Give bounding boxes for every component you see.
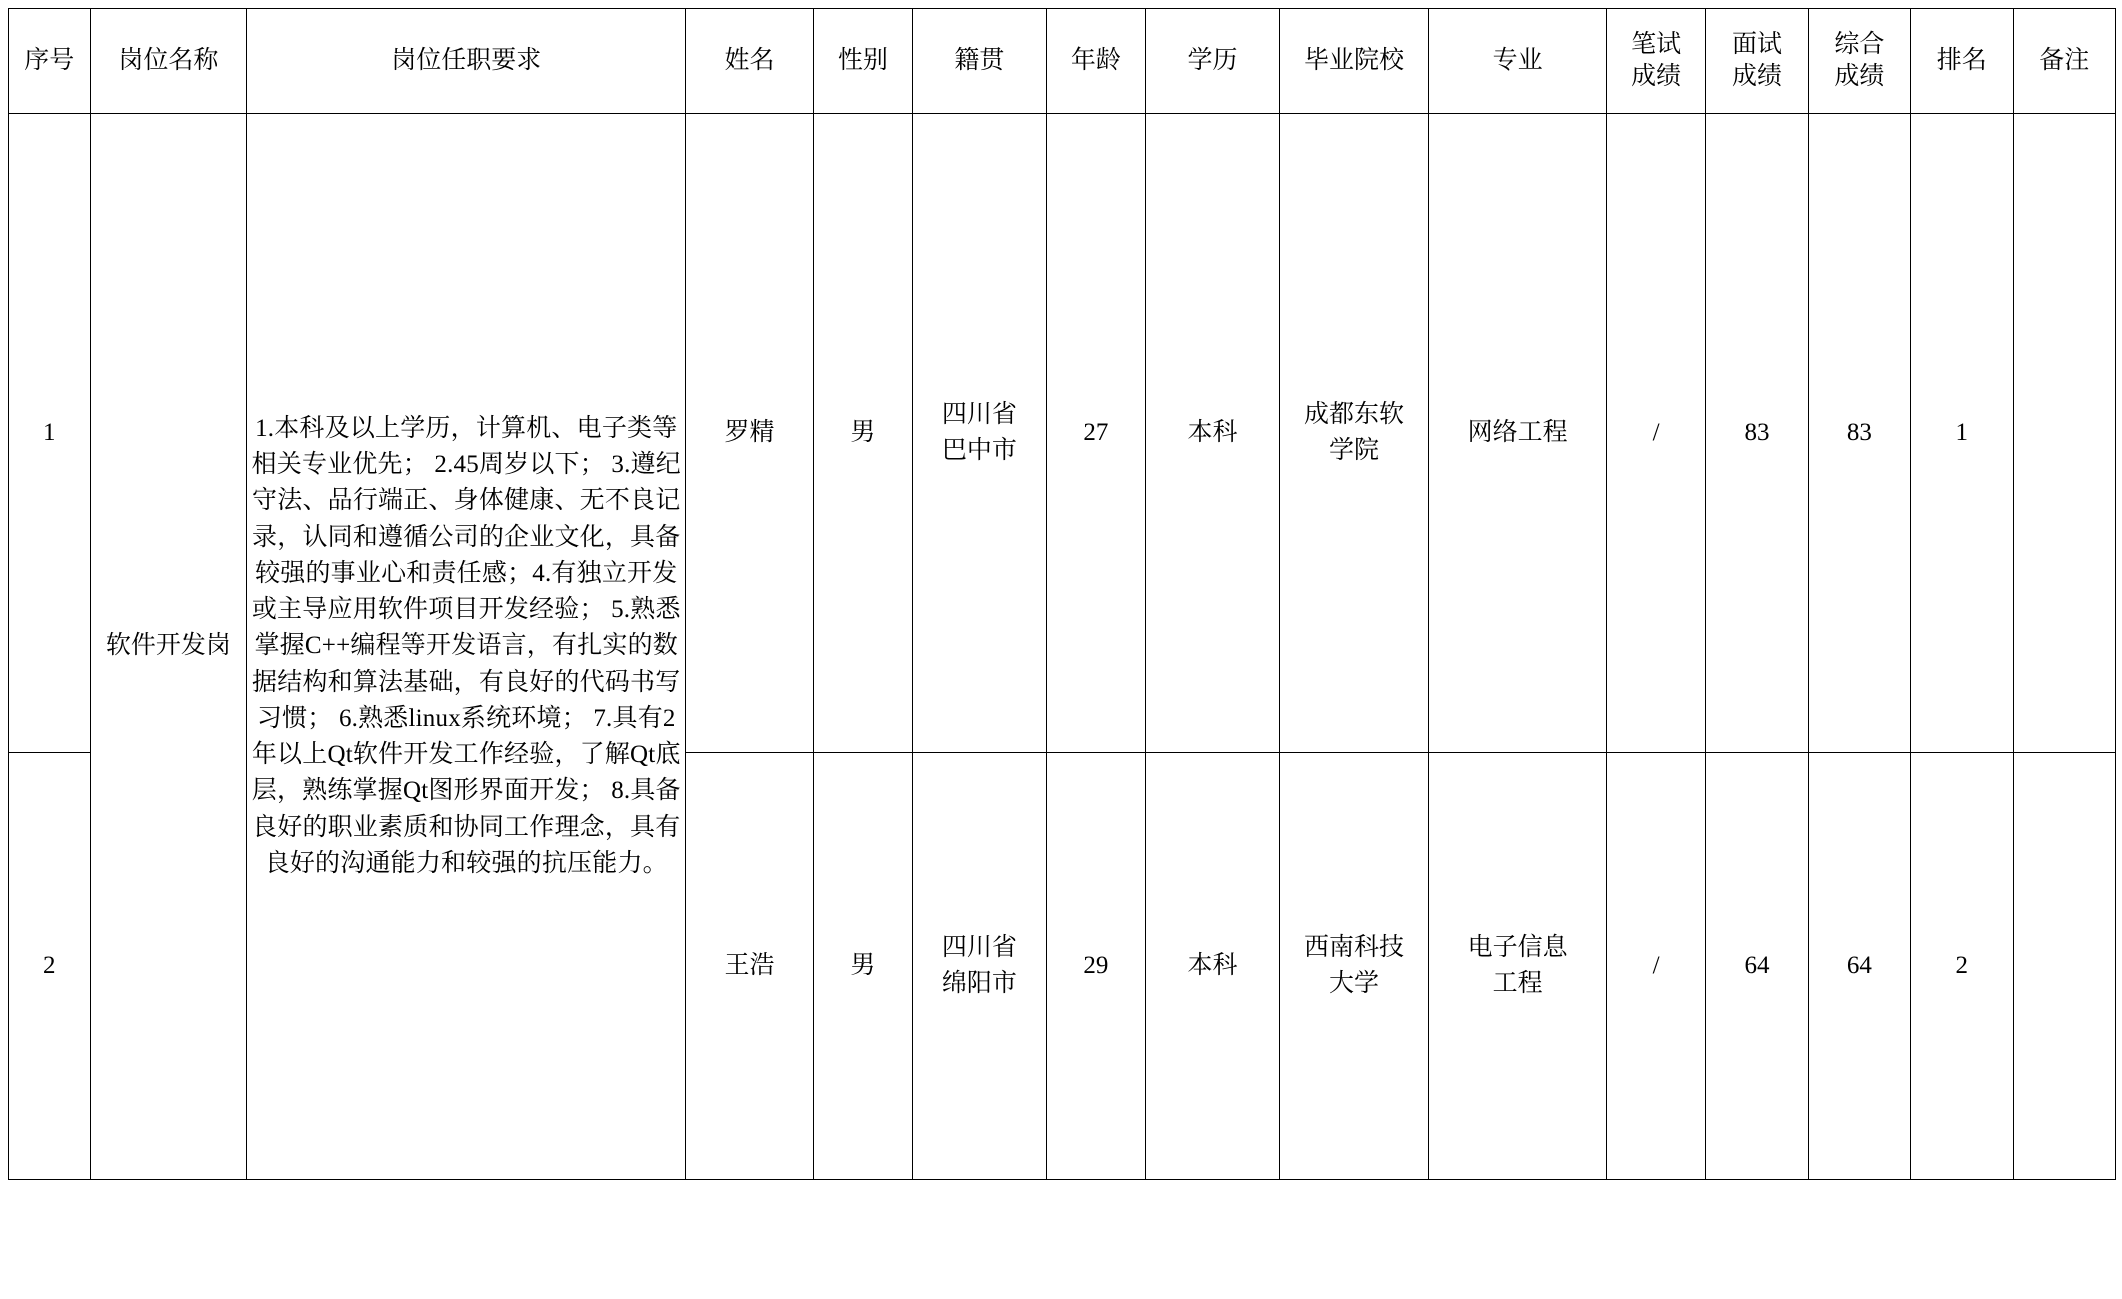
cell-origin-line1: 四川省 (941, 400, 1017, 428)
cell-origin-line2: 绵阳市 (941, 970, 1017, 997)
header-education: 学历 (1146, 9, 1280, 114)
header-written-score-line2: 成绩 (1631, 63, 1682, 90)
cell-education: 本科 (1146, 114, 1280, 753)
cell-interview-score: 64 (1706, 753, 1808, 1180)
cell-remark (2013, 114, 2116, 753)
recruitment-results-table (8, 8, 2116, 1180)
cell-written-score: / (1606, 114, 1705, 753)
header-total-score-line2: 成绩 (1834, 63, 1885, 90)
header-total-score-line1: 综合 (1834, 31, 1885, 58)
header-post: 岗位名称 (90, 9, 247, 114)
cell-major-line1: 电子信息 (1467, 933, 1568, 961)
header-written-score (1606, 9, 1705, 114)
cell-school (1279, 753, 1428, 1180)
header-row (9, 9, 2116, 114)
cell-school-line2: 大学 (1329, 970, 1380, 997)
cell-rank: 1 (1911, 114, 2013, 753)
cell-school-line1: 西南科技 (1304, 933, 1405, 961)
cell-seq: 2 (9, 753, 91, 1180)
cell-school-line2: 学院 (1329, 437, 1380, 464)
table-row (9, 114, 2116, 753)
cell-major (1429, 114, 1607, 753)
cell-origin-line1: 四川省 (941, 933, 1017, 961)
header-remark: 备注 (2013, 9, 2116, 114)
cell-remark (2013, 753, 2116, 1180)
cell-post-name: 软件开发岗 (90, 114, 247, 1180)
header-gender: 性别 (813, 9, 912, 114)
header-origin: 籍贯 (913, 9, 1047, 114)
header-written-score-line1: 笔试 (1631, 31, 1682, 58)
header-total-score (1808, 9, 1910, 114)
cell-gender: 男 (813, 753, 912, 1180)
header-name: 姓名 (686, 9, 814, 114)
cell-written-score: / (1606, 753, 1705, 1180)
cell-age: 27 (1046, 114, 1145, 753)
cell-school-line1: 成都东软 (1304, 400, 1405, 428)
cell-age: 29 (1046, 753, 1145, 1180)
cell-requirements: 1.本科及以上学历，计算机、电子类等相关专业优先； 2.45周岁以下； 3.遵纪守法、品行端正、身体健康、无不良记录，认同和遵循公司的企业文化，具备较强的事业心和责任感；4.有独立开发或主导应用软件项目开发经验； 5.熟悉掌握C++编程等开发语言，有扎实的数据结构和算法基础，有良好的代码书写习惯； 6.熟悉linux系统环境； 7.具有2年以上Qt软件开发工作经验，了解Qt底层，熟练掌握Qt图形界面开发； 8.具备良好的职业素质和协同工作理念，具有良好的沟通能力和较强的抗压能力。 (247, 114, 686, 1180)
cell-interview-score: 83 (1706, 114, 1808, 753)
cell-rank: 2 (1911, 753, 2013, 1180)
table-body (9, 114, 2116, 1180)
cell-total-score: 64 (1808, 753, 1910, 1180)
cell-major-line2: 工程 (1492, 970, 1543, 997)
header-interview-score-line2: 成绩 (1731, 63, 1782, 90)
header-interview-score-line1: 面试 (1731, 31, 1782, 58)
cell-origin (913, 753, 1047, 1180)
header-major: 专业 (1429, 9, 1607, 114)
table-header (9, 9, 2116, 114)
cell-school (1279, 114, 1428, 753)
header-interview-score (1706, 9, 1808, 114)
cell-origin (913, 114, 1047, 753)
cell-seq: 1 (9, 114, 91, 753)
cell-major (1429, 753, 1607, 1180)
cell-name: 罗精 (686, 114, 814, 753)
header-seq: 序号 (9, 9, 91, 114)
header-requirements: 岗位任职要求 (247, 9, 686, 114)
cell-total-score: 83 (1808, 114, 1910, 753)
header-rank: 排名 (1911, 9, 2013, 114)
cell-education: 本科 (1146, 753, 1280, 1180)
header-age: 年龄 (1046, 9, 1145, 114)
cell-origin-line2: 巴中市 (941, 437, 1017, 464)
cell-major-line1: 网络工程 (1467, 418, 1568, 446)
header-school: 毕业院校 (1279, 9, 1428, 114)
cell-gender: 男 (813, 114, 912, 753)
cell-name: 王浩 (686, 753, 814, 1180)
